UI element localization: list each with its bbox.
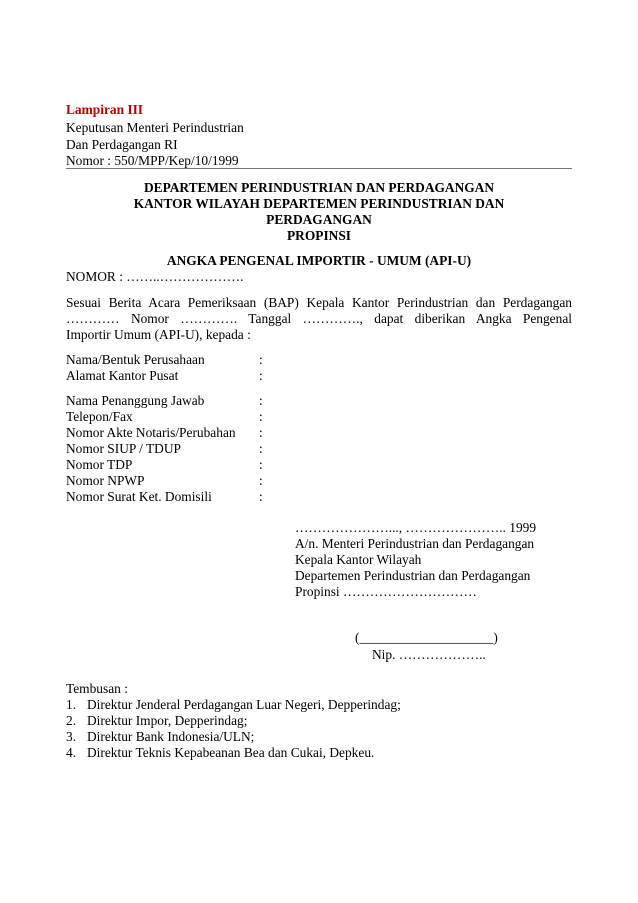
- signature-kepala: Kepala Kantor Wilayah: [295, 552, 422, 567]
- field-label: Nomor NPWP: [66, 473, 145, 488]
- list-item-text: Direktur Jenderal Perdagangan Luar Negeri, Depperindag;: [87, 697, 401, 712]
- decree-number: Nomor : 550/MPP/Kep/10/1999: [66, 153, 239, 168]
- tembusan-heading: Tembusan :: [66, 681, 128, 696]
- field-label: Nomor Surat Ket. Domisili: [66, 489, 212, 504]
- field-colon: :: [259, 425, 263, 440]
- body-line-1: Sesuai Berita Acara Pemeriksaan (BAP) Kepala Kantor Perindustrian dan Perdagangan: [66, 295, 572, 310]
- title-line-1: DEPARTEMEN PERINDUSTRIAN DAN PERDAGANGAN: [143, 180, 495, 195]
- field-label: Telepon/Fax: [66, 409, 133, 424]
- field-label: Nomor Akte Notaris/Perubahan: [66, 425, 236, 440]
- list-item-text: Direktur Teknis Kepabeanan Bea dan Cukai, Depkeu.: [87, 745, 375, 760]
- nomor-line: NOMOR : ……..……………….: [66, 269, 244, 284]
- field-colon: :: [259, 352, 263, 367]
- list-item-number: 4.: [66, 745, 77, 760]
- field-label: Alamat Kantor Pusat: [66, 368, 179, 383]
- list-item-number: 2.: [66, 713, 77, 728]
- signature-an: A/n. Menteri Perindustrian dan Perdagangan: [295, 536, 535, 551]
- field-colon: :: [259, 409, 263, 424]
- lampiran-label: Lampiran III: [66, 102, 144, 117]
- signature-dept: Departemen Perindustrian dan Perdagangan: [295, 568, 531, 583]
- decree-line-1: Keputusan Menteri Perindustrian: [66, 120, 244, 135]
- title-line-4: PROPINSI: [287, 228, 351, 243]
- signature-date: …………………..., ………………….. 1999: [295, 520, 537, 535]
- signature-propinsi: Propinsi …………………………: [295, 584, 477, 599]
- field-label: Nomor TDP: [66, 457, 133, 472]
- document-subtitle: ANGKA PENGENAL IMPORTIR - UMUM (API-U): [166, 253, 472, 268]
- field-colon: :: [259, 441, 263, 456]
- field-colon: :: [259, 489, 263, 504]
- list-item-number: 1.: [66, 697, 77, 712]
- signature-nip: Nip. ………………..: [372, 647, 486, 662]
- field-label: Nama Penanggung Jawab: [66, 393, 205, 408]
- header-divider: [66, 168, 572, 169]
- body-line-2: ………… Nomor …………. Tanggal …………., dapat diberikan Angka Pengenal: [66, 311, 572, 326]
- title-line-3: PERDAGANGAN: [266, 212, 372, 227]
- field-label: Nomor SIUP / TDUP: [66, 441, 181, 456]
- list-item-number: 3.: [66, 729, 77, 744]
- list-item-text: Direktur Impor, Depperindag;: [87, 713, 248, 728]
- list-item-text: Direktur Bank Indonesia/ULN;: [87, 729, 255, 744]
- field-colon: :: [259, 393, 263, 408]
- field-colon: :: [259, 368, 263, 383]
- decree-line-2: Dan Perdagangan RI: [66, 137, 178, 152]
- body-line-3: Importir Umum (API-U), kepada :: [66, 327, 251, 342]
- field-colon: :: [259, 457, 263, 472]
- signature-name: (____________________): [355, 630, 498, 645]
- title-line-2: KANTOR WILAYAH DEPARTEMEN PERINDUSTRIAN DAN: [133, 196, 505, 211]
- field-colon: :: [259, 473, 263, 488]
- field-label: Nama/Bentuk Perusahaan: [66, 352, 205, 367]
